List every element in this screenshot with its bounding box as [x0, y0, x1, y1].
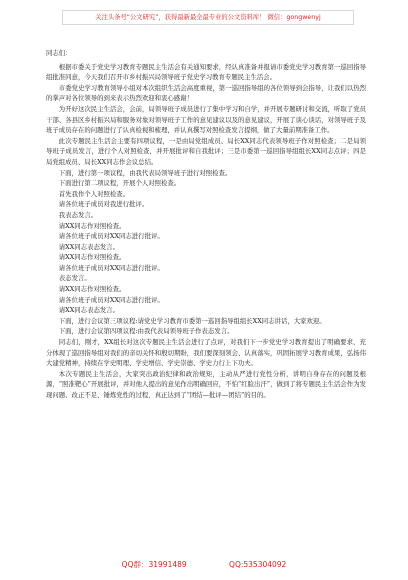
- paragraph: 请XX同志表态发言。: [58, 242, 120, 251]
- paragraph: 我表态发言。: [58, 210, 98, 219]
- paragraph: 下面，进行会议第四项议程:由我代表局领导班子作表态发言。: [58, 327, 234, 336]
- paragraph: 为开好这次民主生活会，会前，局领导班子成员进行了集中学习和自学，并开展专题研讨和交流，听取了党员干部、各县区乡村振兴局和服务对象对领导班子工作的意见建议以及的意见建议，开展了谈心谈话，对领导班子及班子成员存在的问题进行了认真检视和梳理，并认真撰写对照检查发言提纲，做了大量前期准备工作。: [46, 104, 366, 135]
- paragraph: 请各位班子成员对我进行批评。: [58, 200, 149, 209]
- paragraph: 请XX同志作对照检查。: [58, 253, 126, 262]
- qq-group-text: QQ群：31991489: [121, 560, 187, 569]
- paragraph: 请XX同志作对照检查。: [58, 285, 126, 294]
- paragraph: 此次专题民主生活会主要有四项议程，一是由局党组成员、局长XX同志代表领导班子作对照检查；二是局领导班子成员发言，进行个人对照检查，并开展批评和自我批评；三是市委第一巡回指导组组长XX同志点评；四是局党组成员、局长XX同志作会议总结。: [46, 136, 366, 166]
- qq-text: QQ:535304092: [229, 560, 287, 569]
- paragraph: 下面进行第二项议程，开展个人对照检查。: [58, 179, 181, 188]
- paragraph: 根据市委关于党史学习教育专题民主生活会有关通知要求，经认真准备并报请市委党史学习教育第一巡回指导组批准同意，今天我们召开市乡村振兴局领导班子党史学习教育专题民主生活会。: [46, 62, 366, 82]
- paragraph: 首先我作个人对照检查。: [58, 189, 130, 198]
- paragraph: 下面，进行会议第三项议程:请党史学习教育市委第一巡回指导组组长XX同志讲话，大家欢迎。: [58, 316, 326, 325]
- paragraph: 请XX同志表态发言。: [58, 306, 120, 315]
- promo-banner: [62, 10, 354, 25]
- paragraph: 表态发言。: [58, 274, 91, 283]
- paragraph: 同志们，刚才，XX组长对这次专题民主生活会进行了点评，对我们下一步党史学习教育提出了明确要求，充分体现了巡回指导组对我们的亲切关怀和殷切期盼，我们要深刻领会、认真落实，巩固拓展学习教育成果，弘扬伟大建党精神，持续在学史明理、学史增信、学史崇德、学史力行上下功夫。: [46, 338, 366, 368]
- paragraph: 请各位班子成员对XX同志进行批评。: [58, 295, 164, 304]
- paragraph: 下面，进行第一项议程，由我代表局领导班子进行对照检查。: [58, 168, 232, 177]
- paragraph: 本次专题民主生活会，大家突出政治纪律和政治规矩，主动从严进行党性分析，讲明自身存在的问题及根源，“照准靶心”开展批评，并对他人提出的意见作出明确回应，不怕“红脸出汗”，做到了将专题民主生活会作为发现问题、改正不足、锤炼党性的过程，真正达到了“团结—批评—团结”的目的。: [46, 369, 366, 399]
- document-body: [46, 48, 366, 401]
- paragraph: 市委党史学习教育领导小组对本次组织生活会高度重视，第一巡回指导组的各位领导到会指导，让我们以热烈的掌声对各位领导的到来表示热烈欢迎和衷心感谢！: [46, 83, 366, 103]
- paragraph: 请XX同志作对照检查。: [58, 221, 126, 230]
- promo-banner-text: 关注头条号“公文研究”，获得最新最全最专业的公文资料库！ 微信：gongwenyj: [95, 14, 321, 21]
- contact-footer: [0, 560, 408, 570]
- paragraph: 请各位班子成员对XX同志进行批评。: [58, 232, 164, 241]
- greeting: 同志们：: [46, 49, 72, 57]
- paragraph: 请各位班子成员对XX同志进行批评。: [58, 263, 164, 272]
